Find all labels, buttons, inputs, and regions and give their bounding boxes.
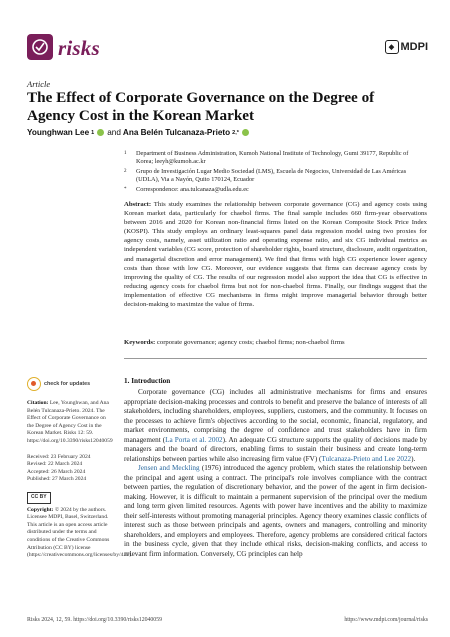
author-name[interactable]: Younghwan Lee bbox=[27, 128, 90, 137]
reference-link[interactable]: La Porta et al. 2002 bbox=[165, 435, 223, 444]
author-list bbox=[27, 128, 250, 137]
revised-date: Revised: 22 March 2024 bbox=[27, 461, 83, 468]
keywords bbox=[124, 338, 427, 347]
page-footer bbox=[27, 617, 428, 623]
check-for-updates-button[interactable] bbox=[27, 377, 111, 391]
abstract-label: Abstract: bbox=[124, 201, 152, 208]
paragraph: Jensen and Meckling (1976) introduced the agency problem, which states the relationship between the principal and agent using a contract. The principal's role involves compliance with the contract between parties, the regulation of discretionary behavior, and the power of the agent in firm decision-making. However, it is difficult to maintain a permanent supervision of the principal over the medium and long term given limited resources. Agents with power have incentives and the ability to maximize their self-interests without promoting managerial principles. Agency theory examines classic conflicts of interest such as those between principals and agents, owners and managers, controlling and minority shareholders, and employers and employees. Therefore, agency problems are considered critical factors in the business cycle, given that they include ethical risks, decision-making conflicts, and access to relevant firm information. Conversely, CG principles can help bbox=[124, 464, 427, 558]
publisher-name: MDPI bbox=[400, 41, 428, 53]
mdpi-mark-icon: ◆ bbox=[385, 40, 399, 54]
received-date: Received: 23 February 2024 bbox=[27, 453, 91, 460]
abstract bbox=[124, 200, 427, 309]
journal-name: risks bbox=[58, 36, 100, 60]
correspondence: * Correspondence: ana.tulcanaza@udla.edu.ec bbox=[124, 185, 249, 193]
accepted-date: Accepted: 26 March 2024 bbox=[27, 468, 86, 475]
publisher-logo bbox=[385, 40, 429, 54]
keywords-text: corporate governance; agency costs; chaebol firms; non-chaebol firms bbox=[156, 339, 345, 346]
footer-journal-url[interactable]: https://www.mdpi.com/journal/risks bbox=[344, 617, 428, 623]
published-date: Published: 27 March 2024 bbox=[27, 476, 87, 483]
article-type: Article bbox=[27, 79, 51, 89]
journal-logo-icon bbox=[27, 34, 53, 60]
affiliations bbox=[124, 150, 424, 195]
orcid-icon[interactable] bbox=[242, 129, 249, 136]
footer-citation[interactable]: Risks 2024, 12, 59. https://doi.org/10.3390/risks12040059 bbox=[27, 617, 163, 623]
copyright: Copyright: © 2024 by the authors. Licensee MDPI, Basel, Switzerland. This article is an open access article distributed under the terms and conditions of the Creative Commons Attribution (CC BY) license (https://creativecommons.org/licenses/by/4.0/). bbox=[27, 506, 133, 559]
divider bbox=[124, 358, 427, 359]
keywords-label: Keywords: bbox=[124, 339, 156, 346]
journal-header bbox=[27, 34, 428, 64]
orcid-icon[interactable] bbox=[97, 129, 104, 136]
affiliation-item: 2 Grupo de Investigación Lugar Medio Sociedad (LMS), Escuela de Negocios, Universidad de Las Américas (UDLA), Via a Nayón, Quito 170124, Ecuador bbox=[124, 167, 407, 184]
affiliation-item: 1 Department of Business Administration, Kumoh National Institute of Technology, Gumi 39177, Republic of Korea; leeyh@kumoh.ac.kr bbox=[124, 150, 409, 166]
reference-link[interactable]: Jensen and Meckling bbox=[138, 464, 200, 472]
article-sidebar bbox=[27, 377, 133, 568]
author-name[interactable]: Ana Belén Tulcanaza-Prieto bbox=[122, 128, 231, 137]
section-heading: 1. Introduction bbox=[124, 377, 171, 385]
paragraph: Corporate governance (CG) includes all administrative mechanisms for firms and ensures appropriate decision-making processes and controls to benefit and preserve the balance of interests of all stakeholders, including shareholders, employees, suppliers, customers, and the community. It focuses on the processes to achieve firm's objectives according to the social, economic, financial, regulatory, and market environments, comprising the degree of confidence and trust stakeholders have in firm management (La Porta et al. 2002). An adequate CG structure supports the quality of decisions made by managers and the board of directors, enabling firms to sustain their business and create long-term relationships between parties while also increasing firm value (FV) (Tulcanaza-Prieto and Lee 2022). bbox=[124, 388, 427, 463]
cc-license-icon[interactable]: CC BY bbox=[27, 492, 51, 504]
reference-link[interactable]: Tulcanaza-Prieto and Lee 2022 bbox=[321, 454, 412, 463]
check-updates-icon bbox=[27, 377, 41, 391]
author-joiner: and bbox=[107, 128, 121, 137]
affiliation-marker: 2,* bbox=[232, 129, 239, 136]
introduction-body bbox=[124, 388, 427, 559]
citation: Citation: Lee, Younghwan, and Ana Belén Tulcanaza-Prieto. 2024. The Effect of Corporate Governance on the Degree of Agency Cost in the Korean Market. Risks 12: 59. https://doi.org/10.3390/risks12040059 bbox=[27, 400, 113, 444]
publication-dates bbox=[27, 454, 111, 484]
abstract-text: This study examines the relationship between corporate governance (CG) and agency costs using Korean market data, particularly for chaebol firms. The final sample includes 660 firm-year observations between 2016 and 2020 for Korean non-financial firms listed on the Korean Composite Stock Price Index (KOSPI). This study employs an ordinary least-squares panel data regression model using two proxies for agency costs, namely, asset utilization ratio and operating expense ratio, and six CG individual metrics as independent variables (CG score, protection of shareholder rights, board structure, disclosure, audit organization, and managerial discretion and error management). We find that firms with high CG experience lower agency costs than those with low CG. Moreover, our evidence suggests that firms can decrease agency costs by improving the quality of CG. The results of our regression model also support the idea that CG is effective in reducing agency costs for chaebol firms but not for non-chaebol firms. Finally, our findings suggest that the implementation of effective CG mechanisms in firms might improve managerial behavior through better decision-making to maximize the value of firms. bbox=[124, 201, 427, 309]
check-updates-label: check for updates bbox=[44, 381, 91, 387]
article-title: The Effect of Corporate Governance on the Degree of Agency Cost in the Korean Market bbox=[27, 89, 375, 124]
affiliation-marker: 1 bbox=[91, 129, 95, 136]
